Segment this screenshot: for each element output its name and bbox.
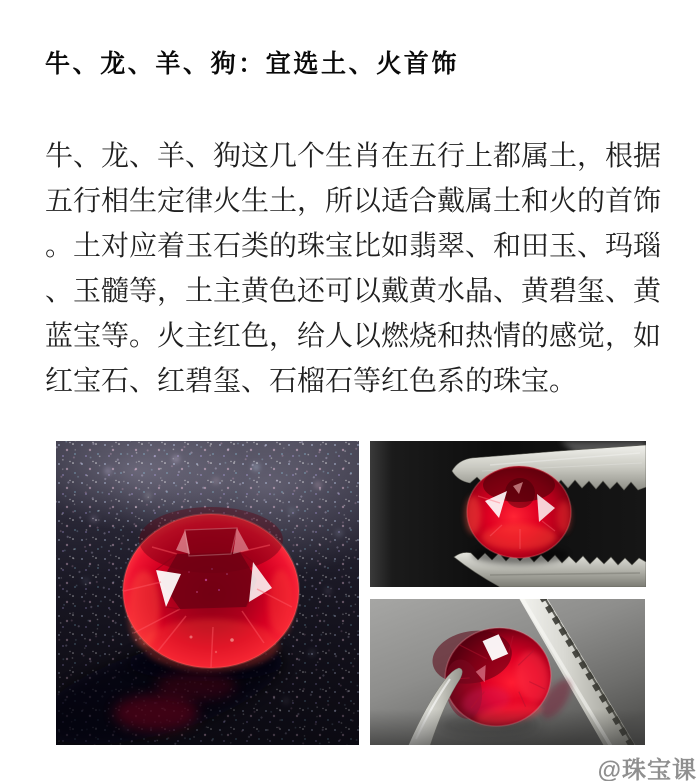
ruby-gem [465,466,571,558]
watermark-jewelry-class: @珠宝课 [597,757,697,781]
article-title: 牛、龙、羊、狗：宜选土、火首饰 [45,50,460,78]
bottom-vignette [370,709,645,745]
body-line: 红宝石、红碧玺、石榴石等红色系的珠宝。 [45,365,578,396]
photo-ruby-loose-on-glitter [56,441,359,745]
body-line: 牛、龙、羊、狗这几个生肖在五行上都属土，根据 [45,140,662,171]
ruby-gem [123,507,299,671]
body-line: 五行相生定律火生土，所以适合戴属土和火的首饰 [45,185,662,216]
ruby-loose-illustration [56,441,359,745]
body-line: 、玉髓等，土主黄色还可以戴黄水晶、黄碧玺、黄 [45,275,662,306]
article-body [45,133,670,403]
photo-ruby-in-tweezers-gray [370,599,645,745]
body-line: 。土对应着玉石类的珠宝比如翡翠、和田玉、玛瑙 [45,230,662,261]
photo-ruby-in-serrated-tweezers [370,441,646,587]
ruby-tweezers-gray-illustration [370,599,645,745]
ruby-tweezers-illustration [370,441,646,587]
body-line: 蓝宝等。火主红色，给人以燃烧和热情的感觉，如 [45,320,662,351]
